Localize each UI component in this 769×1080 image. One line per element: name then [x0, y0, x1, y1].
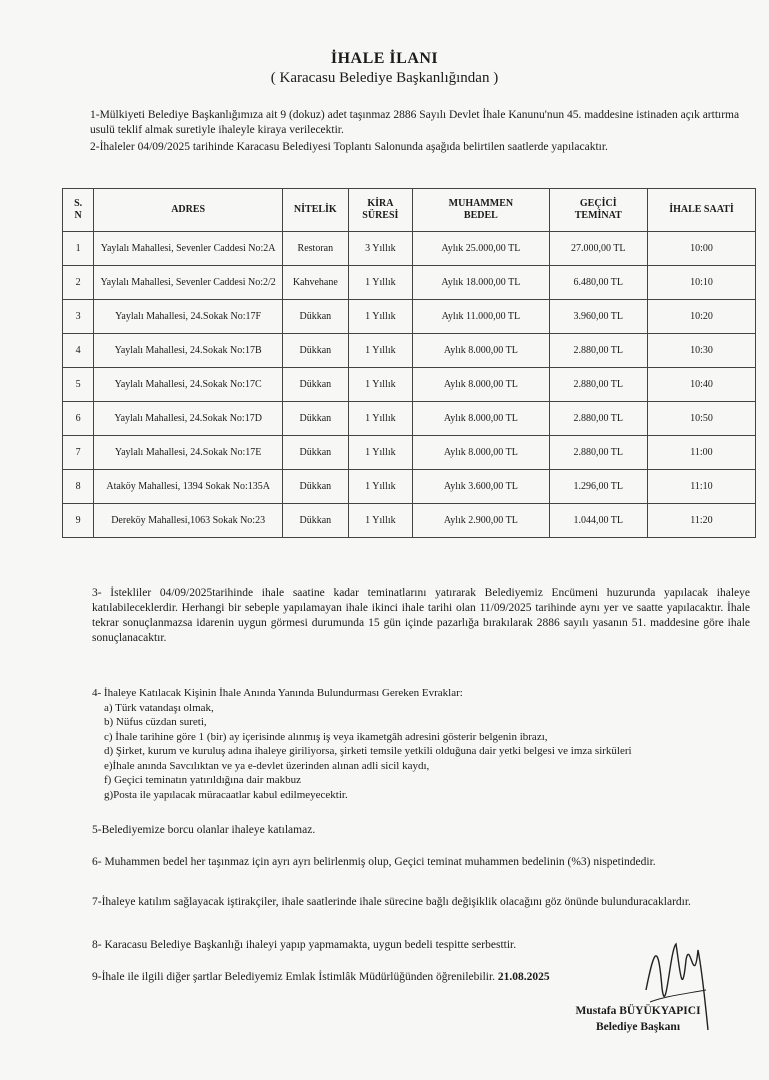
- table-row: [63, 232, 756, 266]
- document-item: e)İhale anında Savcılıktan ve ya e-devlet üzerinden alınan adli sicil kaydı,: [104, 759, 430, 772]
- cell-kira: 1 Yıllık: [348, 334, 413, 368]
- intro-paragraph-2: 2-İhaleler 04/09/2025 tarihinde Karacasu Belediyesi Toplantı Salonunda aşağıda belirtilen saatlerde yapılacaktır.: [90, 141, 608, 153]
- header-gecici-teminat: GEÇİCİ TEMİNAT: [549, 189, 647, 232]
- cell-nitelik: Dükkan: [283, 368, 348, 402]
- cell-gecici: 2.880,00 TL: [549, 368, 647, 402]
- document-item: d) Şirket, kurum ve kuruluş adına ihaleye giriliyorsa, şirketi temsile yetkili olduğuna dair yetki belgesi ve imza sirküleri: [104, 745, 632, 757]
- cell-muhammen: Aylık 25.000,00 TL: [413, 232, 549, 266]
- cell-kira: 1 Yıllık: [348, 266, 413, 300]
- cell-kira: 1 Yıllık: [348, 504, 413, 538]
- document-item: a) Türk vatandaşı olmak,: [104, 701, 214, 714]
- cell-adres: Yaylalı Mahallesi, 24.Sokak No:17B: [94, 334, 283, 368]
- cell-adres: Yaylalı Mahallesi, 24.Sokak No:17E: [94, 436, 283, 470]
- cell-gecici: 1.296,00 TL: [549, 470, 647, 504]
- header-nitelik: NİTELİK: [283, 189, 348, 232]
- signatory-name: Mustafa BÜYÜKYAPICI: [575, 1005, 701, 1017]
- cell-nitelik: Kahvehane: [283, 266, 348, 300]
- cell-adres: Ataköy Mahallesi, 1394 Sokak No:135A: [94, 470, 283, 504]
- cell-saat: 10:30: [647, 334, 755, 368]
- document-item: b) Nüfus cüzdan sureti,: [104, 716, 207, 728]
- cell-saat: 11:00: [647, 436, 755, 470]
- section-3: 3- İstekliler 04/09/2025tarihinde ihale saatine kadar teminatlarını yatırarak Belediyemiz Encümeni huzurunda yapılacak ihaleye katılabileceklerdir. Herhangi bir sebeple yapılamayan ihale ikinci ihale tarihi olan 11/09/2025 tarihinde aynı yer ve saatte yapılacaktır. İhale tekrar sonuçlanmazsa idarenin uygun görmesi durumunda 15 gün içinde pazarlığa bırakılarak 2886 sayılı yasanın 51. maddesine göre ihale sonuçlanacaktır.: [92, 587, 750, 644]
- cell-kira: 1 Yıllık: [348, 470, 413, 504]
- section-9-text: 9-İhale ile ilgili diğer şartlar Belediyemiz Emlak İstimlâk Müdürlüğünden öğrenilebilir.: [92, 971, 496, 983]
- cell-saat: 11:20: [647, 504, 755, 538]
- cell-muhammen: Aylık 11.000,00 TL: [413, 300, 549, 334]
- section-5: 5-Belediyemize borcu olanlar ihaleye katılamaz.: [92, 824, 316, 836]
- cell-muhammen: Aylık 8.000,00 TL: [413, 436, 549, 470]
- cell-adres: Dereköy Mahallesi,1063 Sokak No:23: [94, 504, 283, 538]
- document-item: g)Posta ile yapılacak müracaatlar kabul edilmeyecektir.: [104, 788, 348, 801]
- cell-gecici: 1.044,00 TL: [549, 504, 647, 538]
- document-subtitle: ( Karacasu Belediye Başkanlığından ): [270, 70, 499, 86]
- cell-adres: Yaylalı Mahallesi, 24.Sokak No:17D: [94, 402, 283, 436]
- cell-sn: 1: [63, 232, 94, 266]
- cell-saat: 10:40: [647, 368, 755, 402]
- header-kira-suresi: KİRA SÜRESİ: [348, 189, 413, 232]
- cell-kira: 1 Yıllık: [348, 402, 413, 436]
- header-sn: S. N: [63, 189, 94, 232]
- cell-gecici: 6.480,00 TL: [549, 266, 647, 300]
- cell-nitelik: Dükkan: [283, 402, 348, 436]
- auction-table: [62, 188, 756, 538]
- cell-kira: 1 Yıllık: [348, 436, 413, 470]
- table-row: [63, 368, 756, 402]
- header-muhammen-bedel: MUHAMMEN BEDEL: [413, 189, 549, 232]
- announcement-date: 21.08.2025: [497, 971, 550, 983]
- cell-nitelik: Dükkan: [283, 300, 348, 334]
- cell-sn: 9: [63, 504, 94, 538]
- cell-sn: 4: [63, 334, 94, 368]
- section-6: 6- Muhammen bedel her taşınmaz için ayrı ayrı belirlenmiş olup, Geçici teminat muhammen bedelinin (%3) nispetindedir.: [92, 856, 656, 868]
- cell-adres: Yaylalı Mahallesi, 24.Sokak No:17C: [94, 368, 283, 402]
- table-row: [63, 402, 756, 436]
- signature-block: [548, 1003, 728, 1035]
- cell-nitelik: Dükkan: [283, 504, 348, 538]
- table-row: [63, 504, 756, 538]
- table-row: [63, 470, 756, 504]
- cell-muhammen: Aylık 8.000,00 TL: [413, 334, 549, 368]
- cell-kira: 1 Yıllık: [348, 300, 413, 334]
- cell-sn: 5: [63, 368, 94, 402]
- document-item: c) İhale tarihine göre 1 (bir) ay içerisinde alınmış iş veya ikametgâh adresini gösterir belgenin ibrazı,: [104, 730, 548, 743]
- table-header-row: [63, 189, 756, 232]
- cell-saat: 10:00: [647, 232, 755, 266]
- header-adres: ADRES: [94, 189, 283, 232]
- cell-sn: 8: [63, 470, 94, 504]
- section-4: [92, 686, 752, 802]
- cell-sn: 6: [63, 402, 94, 436]
- table-row: [63, 436, 756, 470]
- cell-adres: Yaylalı Mahallesi, Sevenler Caddesi No:2/2: [94, 266, 283, 300]
- cell-gecici: 27.000,00 TL: [549, 232, 647, 266]
- cell-gecici: 2.880,00 TL: [549, 436, 647, 470]
- cell-muhammen: Aylık 8.000,00 TL: [413, 402, 549, 436]
- cell-nitelik: Restoran: [283, 232, 348, 266]
- cell-saat: 11:10: [647, 470, 755, 504]
- cell-adres: Yaylalı Mahallesi, 24.Sokak No:17F: [94, 300, 283, 334]
- cell-muhammen: Aylık 8.000,00 TL: [413, 368, 549, 402]
- section-7: 7-İhaleye katılım sağlayacak iştirakçiler, ihale saatlerinde ihale sürecine bağlı değişiklik olacağını göz önünde bulunduracaklardır.: [92, 896, 691, 908]
- cell-adres: Yaylalı Mahallesi, Sevenler Caddesi No:2A: [94, 232, 283, 266]
- cell-nitelik: Dükkan: [283, 436, 348, 470]
- section-8: 8- Karacasu Belediye Başkanlığı ihaleyi yapıp yapmamakta, uygun bedeli tespitte serbesttir.: [92, 939, 517, 951]
- signatory-role: Belediye Başkanı: [595, 1021, 681, 1033]
- cell-saat: 10:20: [647, 300, 755, 334]
- cell-kira: 1 Yıllık: [348, 368, 413, 402]
- section-4-heading: 4- İhaleye Katılacak Kişinin İhale Anında Yanında Bulundurması Gereken Evraklar:: [92, 687, 463, 699]
- cell-saat: 10:50: [647, 402, 755, 436]
- cell-nitelik: Dükkan: [283, 470, 348, 504]
- cell-muhammen: Aylık 3.600,00 TL: [413, 470, 549, 504]
- cell-nitelik: Dükkan: [283, 334, 348, 368]
- cell-gecici: 2.880,00 TL: [549, 402, 647, 436]
- table-row: [63, 266, 756, 300]
- cell-sn: 2: [63, 266, 94, 300]
- cell-muhammen: Aylık 18.000,00 TL: [413, 266, 549, 300]
- cell-saat: 10:10: [647, 266, 755, 300]
- cell-kira: 3 Yıllık: [348, 232, 413, 266]
- document-title: İHALE İLANI: [330, 50, 439, 67]
- table-row: [63, 334, 756, 368]
- document-item: f) Geçici teminatın yatırıldığına dair makbuz: [104, 774, 302, 786]
- cell-sn: 3: [63, 300, 94, 334]
- header-ihale-saati: İHALE SAATİ: [647, 189, 755, 232]
- cell-gecici: 2.880,00 TL: [549, 334, 647, 368]
- intro-paragraph-1: 1-Mülkiyeti Belediye Başkanlığımıza ait 9 (dokuz) adet taşınmaz 2886 Sayılı Devlet İhale Kanunu'nun 45. maddesine istinaden açık arttırma usulü teklif almak suretiyle ihaleyle kiraya verilecektir.: [90, 109, 740, 136]
- cell-gecici: 3.960,00 TL: [549, 300, 647, 334]
- table-row: [63, 300, 756, 334]
- cell-sn: 7: [63, 436, 94, 470]
- cell-muhammen: Aylık 2.900,00 TL: [413, 504, 549, 538]
